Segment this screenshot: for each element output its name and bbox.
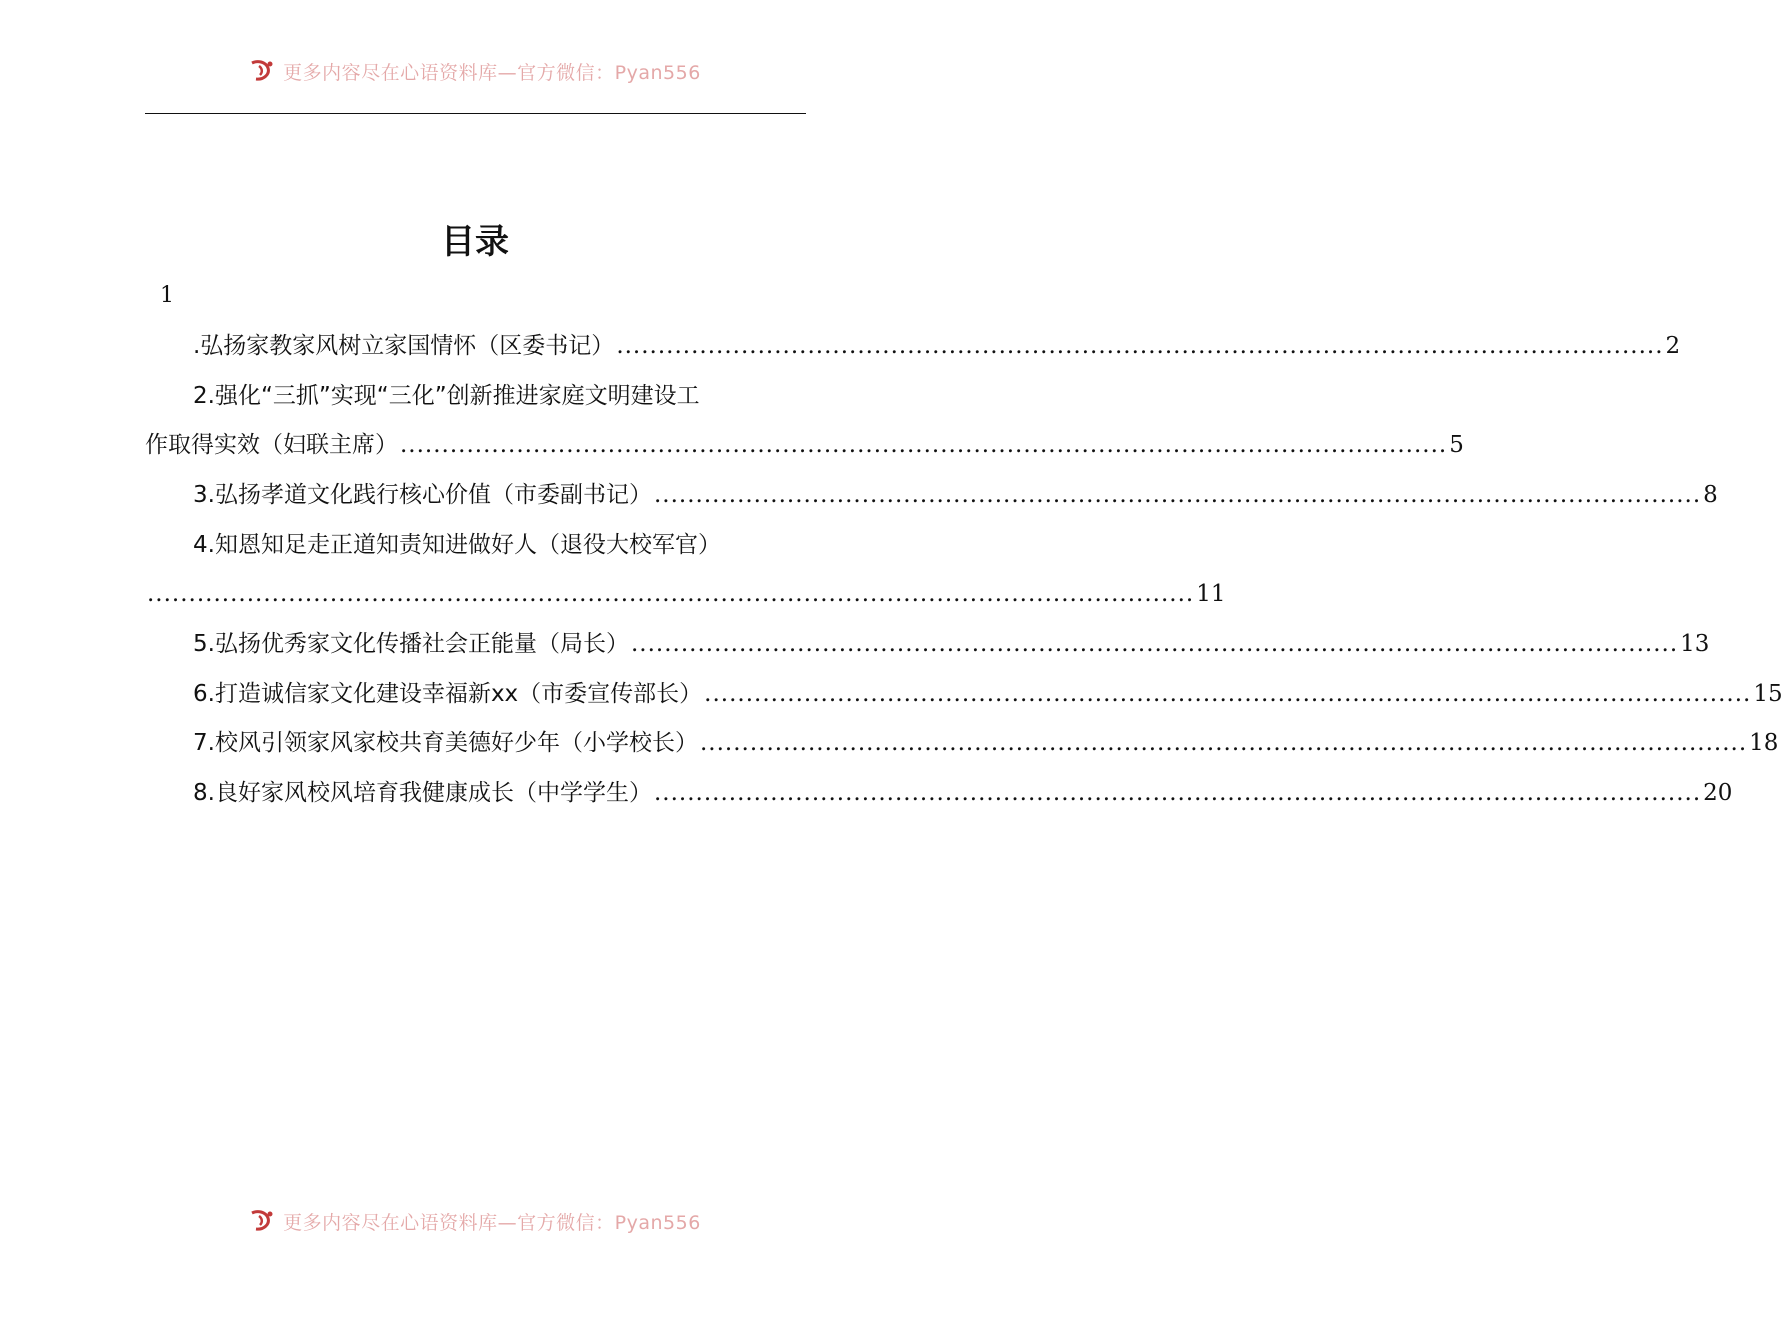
brand-logo-icon (249, 1209, 275, 1233)
toc-entry-3[interactable] (193, 478, 1718, 512)
toc-entry-title: 4.知恩知足走正道知责知进做好人（退役大校军官） (193, 532, 721, 558)
header-divider (145, 113, 806, 114)
toc-page-number: 2 (1665, 333, 1681, 359)
toc-entry-title: 8.良好家风校风培育我健康成长（中学学生） (193, 780, 652, 806)
toc-leader-dots: .............................................................................................................................. (616, 333, 1664, 359)
toc-entry-title: 2.强化“三抓”实现“三化”创新推进家庭文明建设工 (193, 383, 700, 409)
toc-entry-4-cont[interactable] (145, 577, 1226, 611)
toc-entry-4[interactable] (193, 528, 806, 562)
toc-entry-title: .弘扬家教家风树立家国情怀（区委书记） (193, 333, 615, 359)
toc-leader-dots: .............................................................................................................................. (653, 482, 1702, 508)
toc-entry-2-cont[interactable] (145, 428, 1464, 462)
toc-entry-8[interactable] (193, 776, 1733, 810)
watermark-text: 更多内容尽在心语资料库—官方微信：Pyan556 (283, 61, 701, 84)
toc-leader-dots: .............................................................................................................................. (630, 631, 1679, 657)
watermark-footer (0, 1206, 950, 1236)
toc-entry-2[interactable] (193, 379, 806, 413)
toc-entry-6[interactable] (193, 677, 1783, 711)
toc-leader-dots: .............................................................................................................................. (704, 681, 1752, 707)
toc-leader-dots: .............................................................................................................................. (147, 581, 1195, 607)
toc-entry-title: 6.打造诚信家文化建设幸福新xx（市委宣传部长） (193, 681, 703, 707)
toc-page-number: 15 (1753, 681, 1783, 707)
stray-number: 1 (160, 283, 174, 308)
toc-entry-title: 5.弘扬优秀家文化传播社会正能量（局长） (193, 631, 629, 657)
toc-entry-5[interactable] (193, 627, 1710, 661)
toc-page-number: 5 (1449, 432, 1464, 458)
toc-entry-title: 7.校风引领家风家校共育美德好少年（小学校长） (193, 730, 698, 756)
page-title: 目录 (441, 222, 509, 262)
toc-leader-dots: .............................................................................................................................. (400, 432, 1448, 458)
toc-entry-1[interactable] (193, 329, 1681, 363)
toc-page-number: 20 (1703, 780, 1733, 806)
toc-entry-7[interactable] (193, 726, 1779, 760)
toc-leader-dots: .............................................................................................................................. (653, 780, 1702, 806)
toc-page-number: 11 (1196, 581, 1226, 607)
watermark-text: 更多内容尽在心语资料库—官方微信：Pyan556 (283, 1211, 701, 1234)
toc-entry-title: 作取得实效（妇联主席） (145, 432, 398, 458)
toc-page-number: 8 (1703, 482, 1718, 508)
toc-leader-dots: .............................................................................................................................. (699, 730, 1748, 756)
toc-page-number: 13 (1680, 631, 1710, 657)
watermark-header (0, 56, 950, 86)
brand-logo-icon (249, 59, 275, 83)
toc-entry-title: 3.弘扬孝道文化践行核心价值（市委副书记） (193, 482, 652, 508)
toc-page-number: 18 (1749, 730, 1779, 756)
